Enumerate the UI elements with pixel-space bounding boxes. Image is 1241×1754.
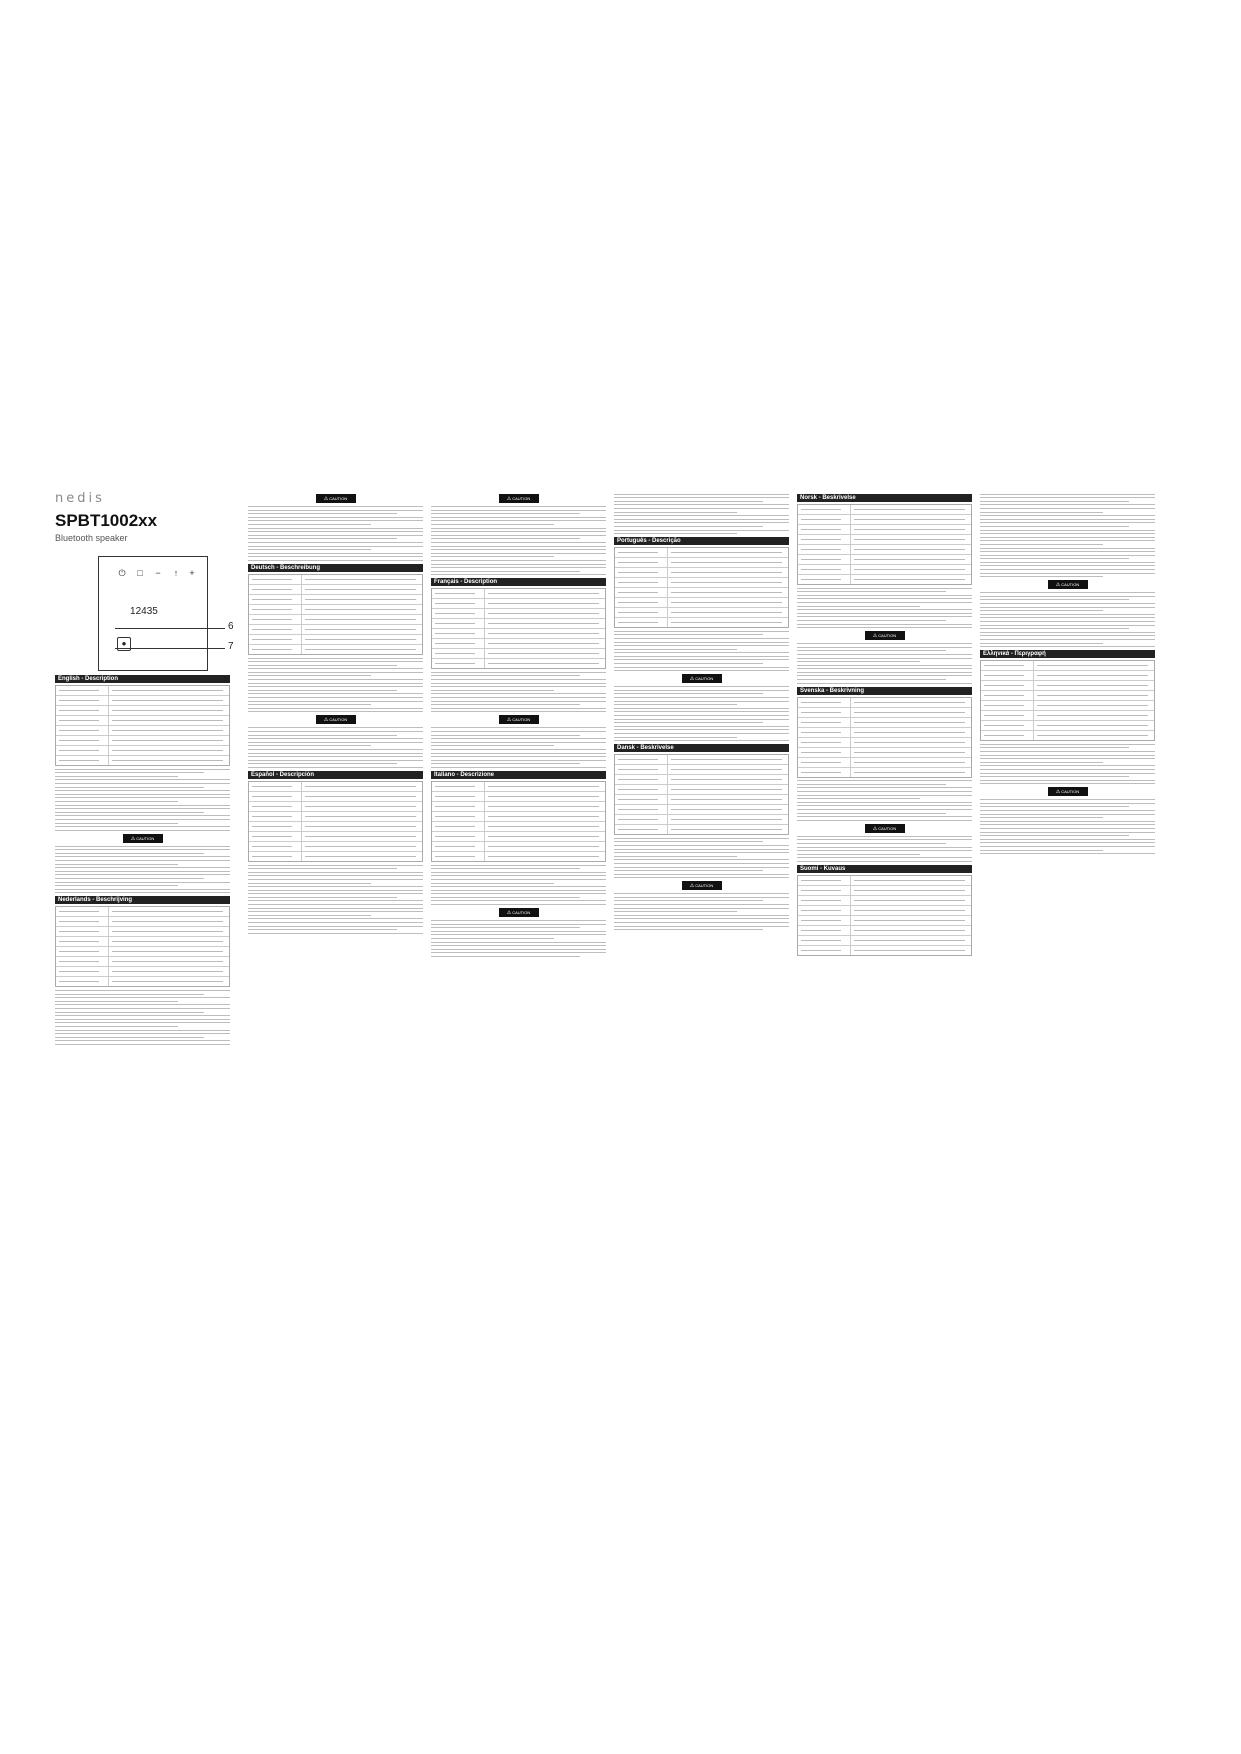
brand-logo: nedis (55, 491, 105, 506)
section-heading: Suomi - Kuvaus (797, 865, 972, 873)
caution-label: ⚠ CAUTION (316, 715, 356, 724)
section-heading: Español - Descripción (248, 771, 423, 779)
description-table (55, 906, 230, 987)
section-heading: Ελληνικά - Περιγραφή (980, 650, 1155, 658)
description-table (980, 660, 1155, 741)
label-2: 2 (135, 606, 142, 617)
button-4-marker: ↑ (173, 568, 179, 578)
section-heading: Dansk - Beskrivelse (614, 744, 789, 752)
caution-label: ⚠ CAUTION (499, 908, 539, 917)
callout-7: 7 (228, 641, 234, 652)
column-2 (248, 491, 423, 936)
section-heading: English - Description (55, 675, 230, 683)
description-table (797, 875, 972, 956)
caution-label: ⚠ CAUTION (682, 674, 722, 683)
button-1-marker: ⏻ (118, 568, 126, 578)
description-table (431, 781, 606, 862)
caution-label: ⚠ CAUTION (499, 715, 539, 724)
description-table (55, 685, 230, 766)
caution-label: ⚠ CAUTION (682, 881, 722, 890)
description-table (797, 697, 972, 778)
section-heading: Norsk - Beskrivelse (797, 494, 972, 502)
callout-line-7 (115, 648, 225, 649)
description-table (614, 754, 789, 835)
column-4 (614, 491, 789, 933)
column-1 (55, 672, 230, 1048)
label-1: 1 (130, 606, 136, 617)
callout-6: 6 (228, 621, 234, 632)
caution-label: ⚠ CAUTION (865, 631, 905, 640)
caution-label: ⚠ CAUTION (316, 494, 356, 503)
section-heading: Svenska - Beskrivning (797, 687, 972, 695)
description-table (248, 574, 423, 655)
button-2-marker: □ (137, 568, 143, 578)
caution-label: ⚠ CAUTION (1048, 580, 1088, 589)
description-table (431, 588, 606, 669)
product-subtitle: Bluetooth speaker (55, 533, 128, 543)
section-heading: Deutsch - Beschreibung (248, 564, 423, 572)
description-table (797, 504, 972, 585)
button-3-marker: − (155, 568, 161, 578)
button-5-marker: + (189, 568, 195, 578)
button-numbers (130, 606, 158, 617)
section-heading: Français - Description (431, 578, 606, 586)
charging-port-icon: ● (117, 637, 131, 651)
description-table (248, 781, 423, 862)
caution-label: ⚠ CAUTION (865, 824, 905, 833)
label-3: 3 (146, 606, 153, 617)
column-5 (797, 491, 972, 956)
callout-line-6 (115, 628, 225, 629)
caution-label: ⚠ CAUTION (123, 834, 163, 843)
column-6 (980, 491, 1155, 857)
section-heading: Italiano - Descrizione (431, 771, 606, 779)
caution-label: ⚠ CAUTION (1048, 787, 1088, 796)
product-model-title: SPBT1002xx (55, 511, 158, 530)
caution-label: ⚠ CAUTION (499, 494, 539, 503)
label-4: 4 (141, 606, 147, 617)
description-table (614, 547, 789, 628)
label-5: 5 (152, 606, 158, 617)
section-heading: Português - Descrição (614, 537, 789, 545)
section-heading: Nederlands - Beschrijving (55, 896, 230, 904)
column-3 (431, 491, 606, 960)
